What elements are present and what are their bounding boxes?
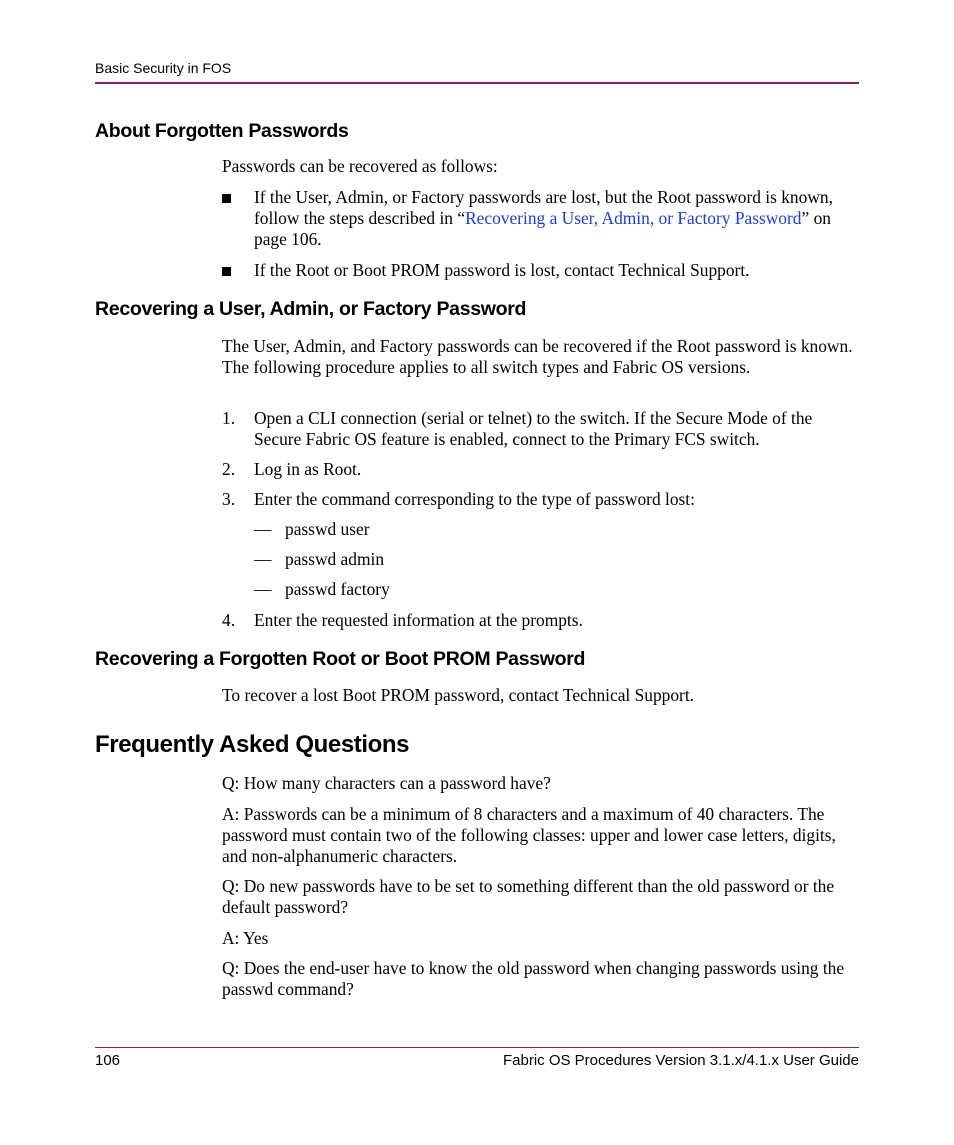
step-number: 4. <box>222 610 236 630</box>
command-text: passwd user <box>285 519 370 539</box>
step-number: 1. <box>222 408 236 428</box>
faq-question-2: Q: Do new passwords have to be set to something different than the old password or the default password? <box>222 876 835 917</box>
bullet-item-1-suffix: ” on page 106. <box>254 208 831 249</box>
em-dash: — <box>254 549 272 569</box>
square-bullet-icon <box>222 187 231 208</box>
faq-question-3: Q: Does the end-user have to know the old password when changing passwords using the passwd command? <box>222 958 845 999</box>
page-number: 106 <box>95 1052 121 1069</box>
step-number: 3. <box>222 489 236 509</box>
step-number: 2. <box>222 459 236 479</box>
running-header: Basic Security in FOS <box>95 60 232 76</box>
footer-rule <box>95 1047 859 1048</box>
section-heading-forgotten-passwords: About Forgotten Passwords <box>95 120 349 142</box>
command-text: passwd admin <box>285 549 385 569</box>
section1-intro: Passwords can be recovered as follows: <box>222 156 498 176</box>
section-heading-root-boot-prom: Recovering a Forgotten Root or Boot PROM Password <box>95 648 586 670</box>
document-title: Fabric OS Procedures Version 3.1.x/4.1.x User Guide <box>503 1052 859 1069</box>
bullet-item-1-text <box>254 187 859 250</box>
step-text: Enter the command corresponding to the type of password lost: <box>254 489 695 509</box>
step-text: Open a CLI connection (serial or telnet) to the switch. If the Secure Mode of the Secure Fabric OS feature is enabled, connect to the Primary FCS switch. <box>254 408 813 449</box>
step-text: Log in as Root. <box>254 459 362 479</box>
header-rule <box>95 82 859 84</box>
bullet-item-1-prefix: If the User, Admin, or Factory passwords are lost, but the Root password is known, follow the steps described in “ <box>254 187 833 228</box>
em-dash: — <box>254 579 272 599</box>
faq-heading: Frequently Asked Questions <box>95 731 410 758</box>
faq-answer-2: A: Yes <box>222 928 269 948</box>
cross-reference-link[interactable]: Recovering a User, Admin, or Factory Password <box>465 208 802 228</box>
faq-answer-1: A: Passwords can be a minimum of 8 characters and a maximum of 40 characters. The password must contain two of the following classes: upper and lower case letters, digits, and non-alphanumeric characters. <box>222 804 836 866</box>
section2-intro: The User, Admin, and Factory passwords can be recovered if the Root password is known. The following procedure applies to all switch types and Fabric OS versions. <box>222 336 853 377</box>
square-bullet-icon <box>222 260 231 281</box>
section-heading-recovering-user-password: Recovering a User, Admin, or Factory Password <box>95 298 527 320</box>
step-text: Enter the requested information at the prompts. <box>254 610 583 630</box>
section3-text: To recover a lost Boot PROM password, contact Technical Support. <box>222 685 695 705</box>
faq-question-1: Q: How many characters can a password have? <box>222 773 551 793</box>
em-dash: — <box>254 519 272 539</box>
bullet-item-2-text: If the Root or Boot PROM password is lost, contact Technical Support. <box>254 260 750 280</box>
command-text: passwd factory <box>285 579 390 599</box>
